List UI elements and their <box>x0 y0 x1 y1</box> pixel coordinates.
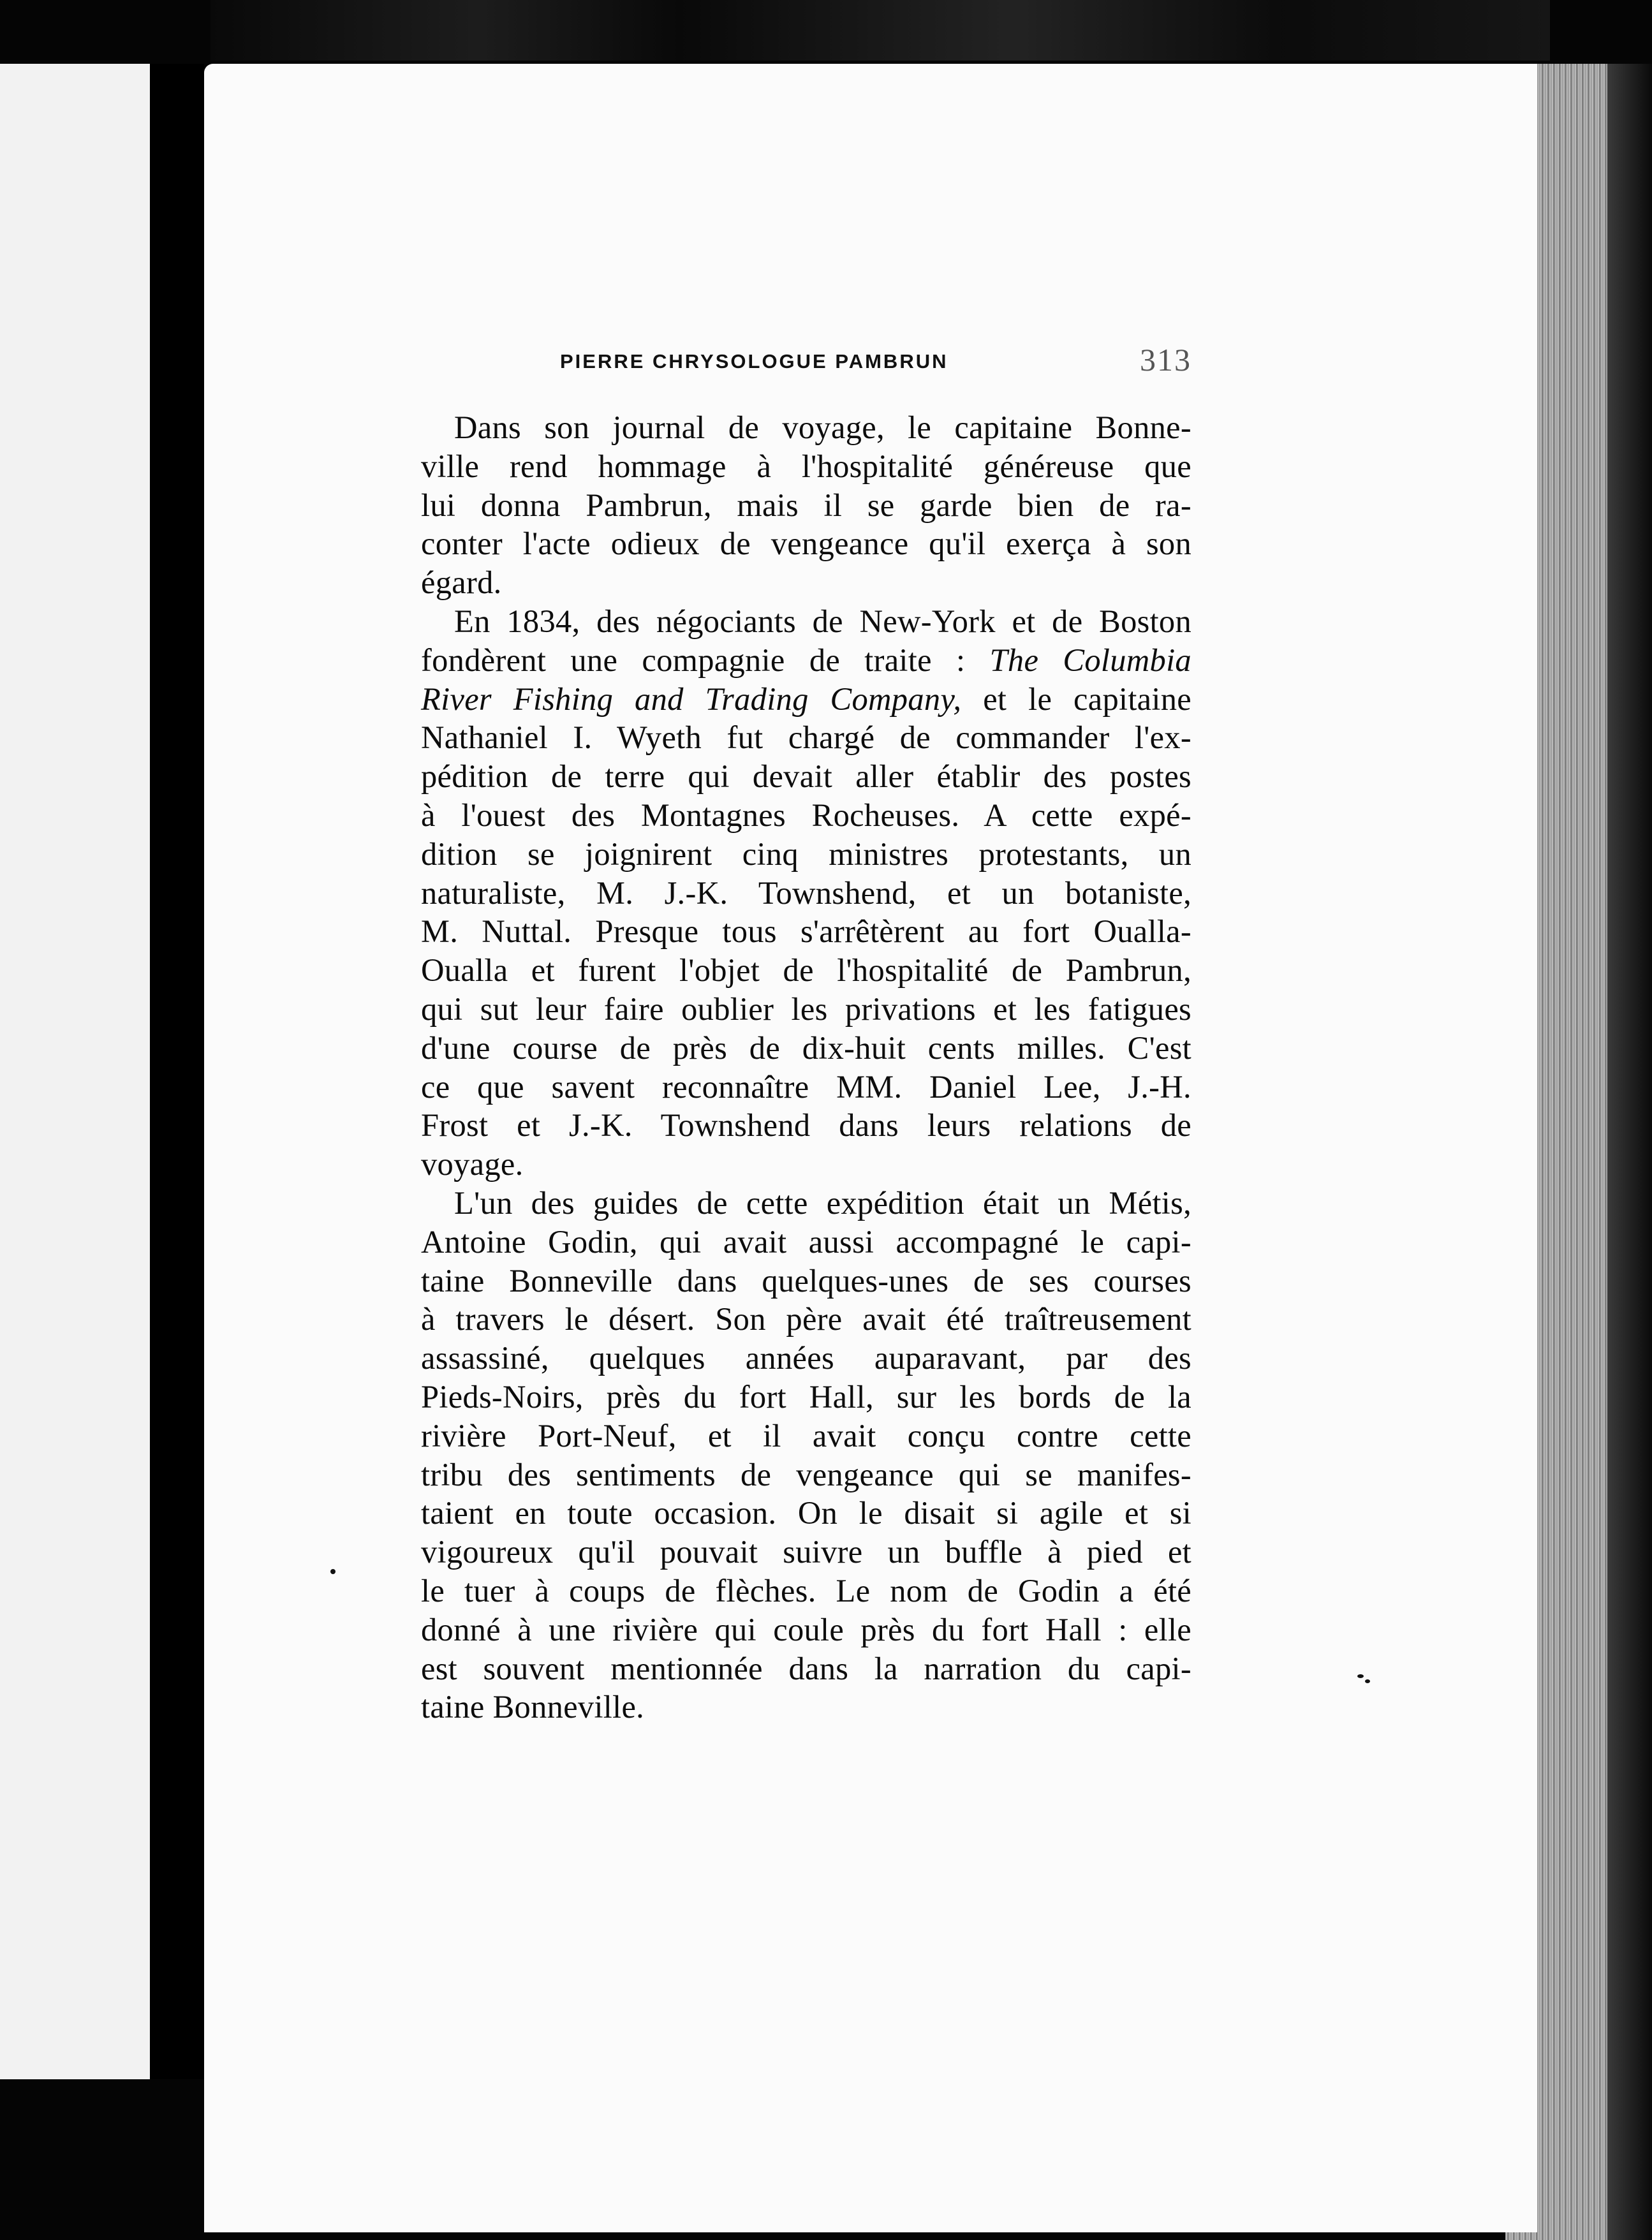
text-line: L'un des guides de cette expédition était un Métis, <box>454 1184 1191 1221</box>
paragraph <box>388 602 1191 1184</box>
text-line: naturaliste, M. J.-K. Townshend, et un botaniste, <box>421 874 1191 911</box>
scan-speck <box>1357 1674 1364 1678</box>
text-line: le tuer à coups de flèches. Le nom de Godin a été <box>421 1572 1191 1609</box>
text-line: est souvent mentionnée dans la narration du capi- <box>421 1650 1191 1686</box>
text-line: pédition de terre qui devait aller établir des postes <box>421 758 1191 795</box>
text-line: ville rend hommage à l'hospitalité généreuse que <box>421 448 1191 484</box>
facing-page-edge <box>0 64 150 2079</box>
page-text <box>388 408 1191 1727</box>
text-line: ce que savent reconnaître MM. Daniel Lee, J.-H. <box>421 1068 1191 1105</box>
text-line: M. Nuttal. Presque tous s'arrêtèrent au fort Oualla- <box>421 913 1191 950</box>
text-line: taine Bonneville. <box>421 1689 645 1725</box>
text-line: Oualla et furent l'objet de l'hospitalité de Pambrun, <box>421 952 1191 989</box>
page-block-shadow <box>1607 64 1652 2240</box>
italic-company-name: The Columbia <box>989 642 1191 678</box>
text-line: qui sut leur faire oublier les privations et les fatigues <box>421 991 1191 1027</box>
text-line: vigoureux qu'il pouvait suivre un buffle à pied et <box>421 1534 1191 1570</box>
text-line: taine Bonneville dans quelques-unes de ses courses <box>421 1262 1191 1299</box>
text-line: voyage. <box>421 1146 524 1183</box>
text-line: Antoine Godin, qui avait aussi accompagné le capi- <box>421 1223 1191 1260</box>
text-line <box>388 680 1191 719</box>
paragraph <box>388 408 1191 602</box>
scan-top-edge <box>210 0 1550 61</box>
text-segment: et le capitaine <box>983 681 1191 717</box>
text-line: En 1834, des négociants de New-York et de Boston <box>454 603 1191 639</box>
text-line: Pieds-Noirs, près du fort Hall, sur les bords de la <box>421 1378 1191 1415</box>
text-line: Nathaniel I. Wyeth fut chargé de commander l'ex- <box>421 719 1191 756</box>
running-header <box>350 341 1191 399</box>
text-line: à l'ouest des Montagnes Rocheuses. A cette expé- <box>421 797 1191 833</box>
text-line: lui donna Pambrun, mais il se garde bien de ra- <box>421 487 1191 523</box>
scan-speck <box>330 1569 336 1574</box>
italic-company-name: River Fishing and Trading Company, <box>421 681 962 717</box>
text-line: assassiné, quelques années auparavant, par des <box>421 1340 1191 1376</box>
text-line: donné à une rivière qui coule près du fort Hall : elle <box>421 1611 1191 1647</box>
text-line: à travers le désert. Son père avait été traîtreusement <box>421 1301 1191 1337</box>
page-number: 313 <box>1140 342 1191 378</box>
text-line: taient en toute occasion. On le disait si agile et si <box>421 1495 1191 1531</box>
text-line: tribu des sentiments de vengeance qui se manifes- <box>421 1456 1191 1492</box>
book-gutter <box>150 64 204 2079</box>
text-line: conter l'acte odieux de vengeance qu'il exerça à son <box>421 526 1191 562</box>
scan-speck <box>1365 1679 1370 1683</box>
text-segment: fondèrent une compagnie de traite : <box>421 642 966 678</box>
text-line: Frost et J.-K. Townshend dans leurs relations de <box>421 1107 1191 1144</box>
text-line: rivière Port-Neuf, et il avait conçu contre cette <box>421 1417 1191 1454</box>
text-line: égard. <box>421 564 502 601</box>
text-line: dition se joignirent cinq ministres protestants, un <box>421 836 1191 872</box>
text-line <box>388 641 1191 680</box>
running-title: PIERRE CHRYSOLOGUE PAMBRUN <box>560 350 948 372</box>
text-line: d'une course de près de dix-huit cents milles. C'est <box>421 1029 1191 1066</box>
text-line: Dans son journal de voyage, le capitaine Bonne- <box>454 409 1191 445</box>
paragraph <box>388 1184 1191 1727</box>
